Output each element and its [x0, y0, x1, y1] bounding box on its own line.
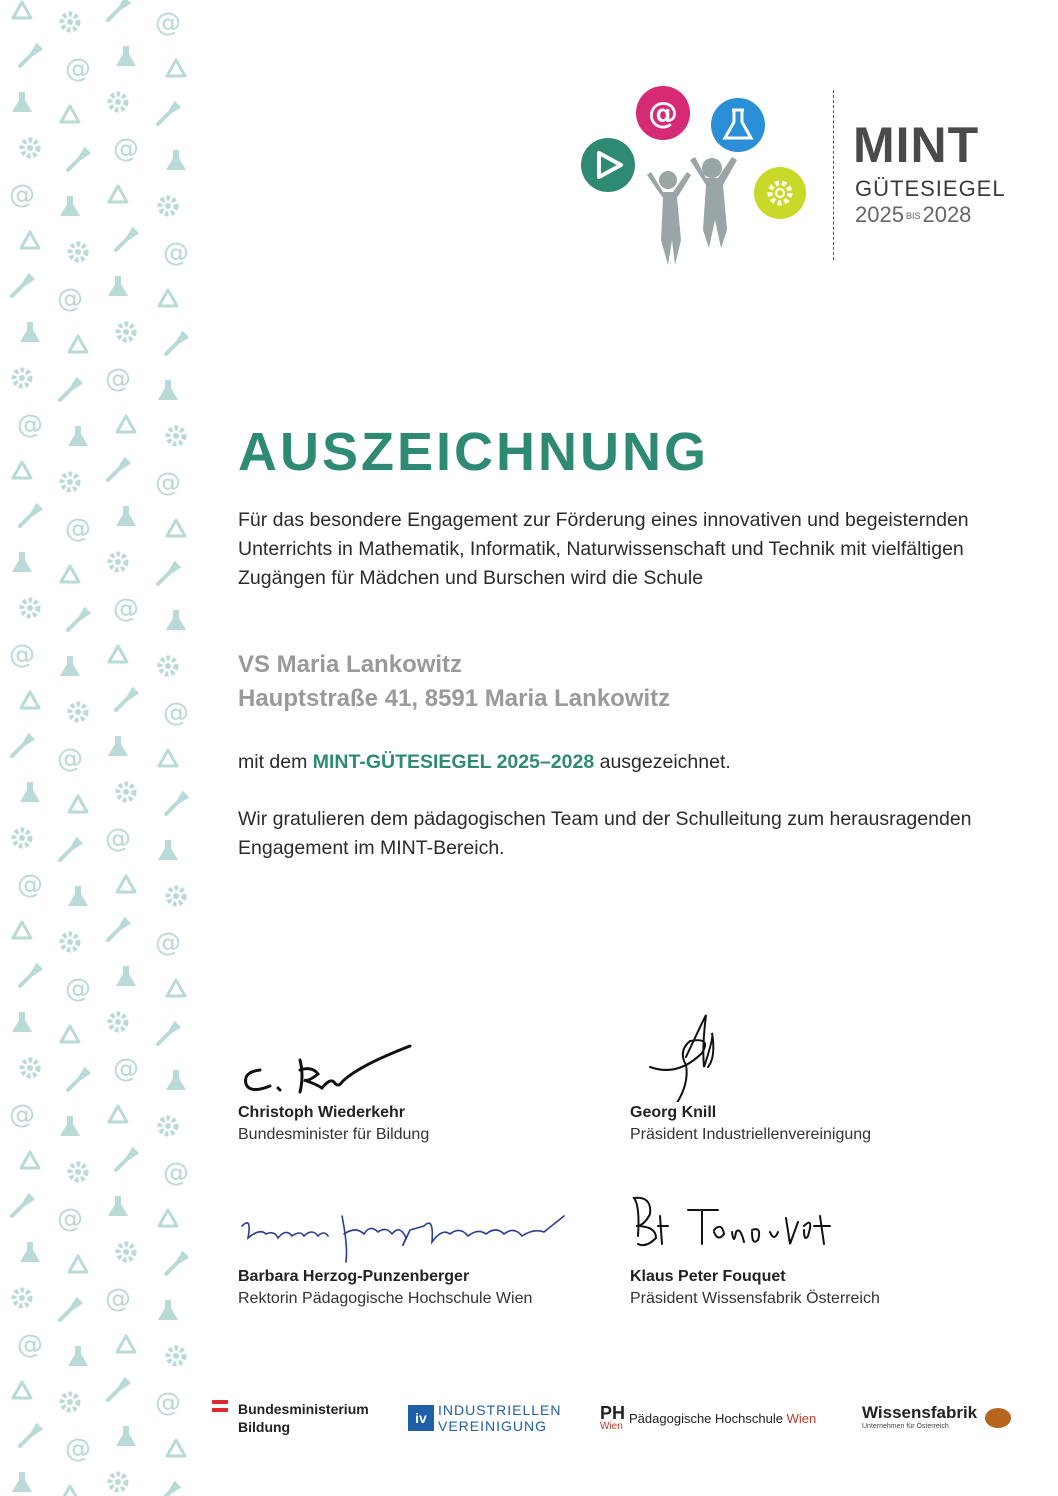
svg-text:@: @: [57, 284, 83, 314]
flask-icon: [158, 1300, 178, 1320]
flask-icon: [60, 656, 80, 676]
gear-icon: [62, 474, 78, 490]
at-icon: [57, 284, 83, 314]
at-icon: [65, 514, 91, 544]
logo-divider: [833, 90, 834, 260]
at-icon: [163, 698, 189, 728]
wrench-icon: [108, 0, 128, 20]
iv-mark: iv: [408, 1405, 434, 1431]
flask-icon: [68, 1346, 88, 1366]
triangle-icon: [61, 566, 79, 582]
gear-icon: [62, 1394, 78, 1410]
wissensfabrik-ball-icon: [985, 1408, 1011, 1428]
signatory-name: Georg Knill: [630, 1104, 717, 1121]
award-suffix: ausgezeichnet.: [594, 751, 731, 773]
triangle-icon: [69, 796, 87, 812]
handwritten-signature: [630, 992, 830, 1102]
triangle-icon: [13, 1382, 31, 1398]
flask-icon: [68, 886, 88, 906]
award-line: [238, 748, 978, 777]
triangle-icon: [117, 416, 135, 432]
signatory-role: Präsident Industriellenvereinigung: [630, 1126, 872, 1143]
flask-icon: [108, 1196, 128, 1216]
at-icon: [105, 1284, 131, 1314]
wrench-icon: [166, 334, 186, 354]
svg-text:@: @: [105, 1284, 131, 1314]
svg-text:@: @: [9, 180, 35, 210]
triangle-icon: [69, 1256, 87, 1272]
svg-text:@: @: [17, 1330, 43, 1360]
wrench-icon: [12, 1196, 32, 1216]
gear-icon: [22, 1060, 38, 1076]
svg-text:@: @: [65, 54, 91, 84]
flask-icon: [711, 98, 765, 152]
at-icon: [17, 1330, 43, 1360]
flask-icon: [12, 1472, 32, 1492]
wrench-icon: [20, 1426, 40, 1446]
handwritten-signature: [238, 1186, 598, 1266]
austria-flag-icon: [212, 1400, 228, 1412]
triangle-icon: [159, 750, 177, 766]
at-icon: [57, 744, 83, 774]
award-highlight: MINT-GÜTESIEGEL 2025–2028: [312, 751, 595, 773]
at-icon: [9, 640, 35, 670]
svg-text:@: @: [155, 8, 181, 38]
svg-text:@: @: [57, 744, 83, 774]
triangle-icon: [21, 692, 39, 708]
triangle-icon: [61, 106, 79, 122]
triangle-icon: [109, 646, 127, 662]
signature-block: [238, 1022, 598, 1146]
wrench-icon: [116, 1150, 136, 1170]
at-icon: [163, 238, 189, 268]
svg-text:@: @: [9, 1100, 35, 1130]
wf-main: Wissensfabrik: [862, 1403, 978, 1422]
svg-text:@: @: [105, 364, 131, 394]
at-icon: [105, 824, 131, 854]
gear-icon: [14, 830, 30, 846]
ph-mark: [600, 1404, 625, 1432]
gear-icon: [70, 1164, 86, 1180]
gear-icon: [62, 934, 78, 950]
gear-icon: [168, 428, 184, 444]
triangle-icon: [13, 462, 31, 478]
triangle-icon: [21, 232, 39, 248]
at-icon: [163, 1158, 189, 1188]
gear-icon: [110, 1474, 126, 1490]
wrench-icon: [68, 150, 88, 170]
iv-line1: INDUSTRIELLEN: [438, 1402, 562, 1418]
triangle-icon: [13, 2, 31, 18]
triangle-icon: [61, 1486, 79, 1496]
wrench-icon: [68, 610, 88, 630]
congrats-paragraph: Wir gratulieren dem pädagogischen Team und der Schulleitung zum herausragenden Engagement im MINT-Bereich.: [238, 808, 972, 859]
flask-icon: [108, 276, 128, 296]
triangle-icon: [117, 1336, 135, 1352]
logo-years: [855, 204, 971, 226]
year-to: 2028: [922, 202, 972, 227]
person-figure-icon: [647, 157, 737, 265]
at-icon: [57, 1204, 83, 1234]
svg-text:@: @: [65, 974, 91, 1004]
gear-icon: [160, 658, 176, 674]
at-icon: [113, 1054, 139, 1084]
decorative-icon-pattern: [0, 0, 200, 1496]
gear-icon: [110, 94, 126, 110]
wrench-icon: [108, 460, 128, 480]
year-bis: BIS: [905, 210, 921, 221]
triangle-icon: [167, 980, 185, 996]
signatory-role: Präsident Wissensfabrik Österreich: [630, 1290, 880, 1307]
wrench-icon: [20, 506, 40, 526]
wrench-icon: [12, 736, 32, 756]
at-icon: [105, 364, 131, 394]
flask-icon: [116, 46, 136, 66]
gear-icon: [118, 784, 134, 800]
svg-text:@: @: [163, 698, 189, 728]
at-icon: [17, 870, 43, 900]
at-icon: [155, 468, 181, 498]
wf-sub: Unternehmen für Österreich: [862, 1423, 949, 1430]
flask-icon: [166, 610, 186, 630]
wrench-icon: [158, 104, 178, 124]
ph-mark-letters: PH: [600, 1403, 626, 1423]
triangle-icon: [109, 186, 127, 202]
wrench-icon: [68, 1070, 88, 1090]
svg-text:@: @: [155, 468, 181, 498]
svg-text:@: @: [155, 1388, 181, 1418]
at-icon: [17, 410, 43, 440]
at-icon: [155, 8, 181, 38]
signatory-role: Rektorin Pädagogische Hochschule Wien: [238, 1290, 533, 1307]
gear-icon: [62, 14, 78, 30]
signature-block: [630, 1186, 990, 1310]
mint-guetesiegel-logo: [575, 80, 1005, 275]
svg-text:@: @: [155, 928, 181, 958]
school-block: [238, 648, 670, 716]
intro-paragraph: Für das besondere Engagement zur Förderung eines innovativen und begeisternden Unterrichts in Mathematik, Informatik, Naturwissenschaft und Technik mit vielfältigen Zugängen für Mädchen und Burschen wird die Schule: [238, 509, 969, 589]
ph-text: Pädagogische Hochschule: [629, 1410, 787, 1426]
wrench-icon: [166, 794, 186, 814]
wrench-icon: [166, 1254, 186, 1274]
gear-icon: [110, 554, 126, 570]
svg-text:@: @: [17, 870, 43, 900]
wrench-icon: [60, 1300, 80, 1320]
signatory-name: Klaus Peter Fouquet: [630, 1268, 786, 1285]
gear-icon: [110, 1014, 126, 1030]
wrench-icon: [60, 380, 80, 400]
flask-icon: [116, 966, 136, 986]
award-prefix: mit dem: [238, 751, 313, 773]
at-icon: [9, 180, 35, 210]
svg-text:@: @: [648, 96, 678, 131]
svg-text:@: @: [65, 1434, 91, 1464]
wrench-icon: [158, 1024, 178, 1044]
wrench-icon: [12, 276, 32, 296]
iv-line2: VEREINIGUNG: [438, 1418, 548, 1434]
at-icon: [155, 1388, 181, 1418]
ph-mark-wien: Wien: [600, 1421, 623, 1432]
svg-text:@: @: [17, 410, 43, 440]
gear-icon: [754, 167, 806, 219]
at-icon: [65, 54, 91, 84]
svg-text:@: @: [113, 594, 139, 624]
logo-bundesministerium-bildung: [212, 1396, 369, 1440]
gear-icon: [70, 704, 86, 720]
gear-icon: [118, 1244, 134, 1260]
signatory-role: Bundesminister für Bildung: [238, 1126, 430, 1143]
certificate-heading: AUSZEICHNUNG: [238, 422, 710, 482]
logo-subtitle: GÜTESIEGEL: [855, 176, 1006, 201]
gear-icon: [160, 1118, 176, 1134]
wrench-icon: [20, 966, 40, 986]
at-icon: [636, 86, 690, 140]
triangle-icon: [159, 1210, 177, 1226]
at-icon: [113, 134, 139, 164]
gear-icon: [14, 370, 30, 386]
wrench-icon: [116, 690, 136, 710]
school-name: VS Maria Lankowitz: [238, 651, 463, 678]
flask-icon: [60, 196, 80, 216]
signature-block: [630, 1022, 990, 1146]
handwritten-signature: [238, 1022, 438, 1102]
triangle-icon: [159, 290, 177, 306]
triangle-icon: [167, 60, 185, 76]
flask-icon: [166, 1070, 186, 1090]
triangle-icon: [21, 1152, 39, 1168]
ph-text-red: Wien: [786, 1410, 817, 1426]
svg-text:@: @: [163, 238, 189, 268]
bm-line1: Bundesministerium: [238, 1401, 369, 1417]
flask-icon: [116, 1426, 136, 1446]
svg-text:@: @: [113, 1054, 139, 1084]
flask-icon: [12, 92, 32, 112]
gear-icon: [168, 888, 184, 904]
at-icon: [65, 1434, 91, 1464]
triangle-icon: [117, 876, 135, 892]
at-icon: [155, 928, 181, 958]
flask-icon: [60, 1116, 80, 1136]
gear-icon: [168, 1348, 184, 1364]
flask-icon: [108, 736, 128, 756]
flask-icon: [158, 380, 178, 400]
svg-text:@: @: [57, 1204, 83, 1234]
triangle-icon: [581, 138, 635, 192]
svg-text:@: @: [113, 134, 139, 164]
flask-icon: [20, 782, 40, 802]
school-address: Hauptstraße 41, 8591 Maria Lankowitz: [238, 685, 671, 712]
flask-icon: [158, 840, 178, 860]
logo-wissensfabrik: [862, 1396, 1011, 1440]
gear-icon: [14, 1290, 30, 1306]
svg-text:@: @: [65, 514, 91, 544]
wrench-icon: [108, 920, 128, 940]
triangle-icon: [167, 1440, 185, 1456]
flask-icon: [20, 1242, 40, 1262]
logo-mint-word: MINT: [853, 117, 980, 173]
gear-icon: [160, 198, 176, 214]
svg-text:@: @: [163, 1158, 189, 1188]
svg-text:@: @: [9, 640, 35, 670]
year-from: 2025: [855, 202, 904, 227]
triangle-icon: [61, 1026, 79, 1042]
logo-industriellenvereinigung: [408, 1396, 561, 1440]
triangle-icon: [69, 336, 87, 352]
gear-icon: [118, 324, 134, 340]
flask-icon: [166, 150, 186, 170]
flask-icon: [68, 426, 88, 446]
flask-icon: [12, 552, 32, 572]
wrench-icon: [20, 46, 40, 66]
flask-icon: [116, 506, 136, 526]
wrench-icon: [158, 1484, 178, 1496]
at-icon: [9, 1100, 35, 1130]
wrench-icon: [108, 1380, 128, 1400]
svg-text:@: @: [105, 824, 131, 854]
triangle-icon: [13, 922, 31, 938]
signatory-name: Barbara Herzog-Punzenberger: [238, 1268, 470, 1285]
signature-block: [238, 1186, 598, 1310]
at-icon: [65, 974, 91, 1004]
flask-icon: [12, 1012, 32, 1032]
wrench-icon: [158, 564, 178, 584]
bm-line2: Bildung: [238, 1419, 291, 1435]
signatory-name: Christoph Wiederkehr: [238, 1104, 405, 1121]
triangle-icon: [109, 1106, 127, 1122]
triangle-icon: [167, 520, 185, 536]
flask-icon: [20, 322, 40, 342]
wrench-icon: [60, 840, 80, 860]
handwritten-signature: [630, 1186, 850, 1266]
wrench-icon: [116, 230, 136, 250]
gear-icon: [70, 244, 86, 260]
at-icon: [113, 594, 139, 624]
gear-icon: [22, 600, 38, 616]
logo-ph-wien: [600, 1396, 816, 1440]
gear-icon: [22, 140, 38, 156]
